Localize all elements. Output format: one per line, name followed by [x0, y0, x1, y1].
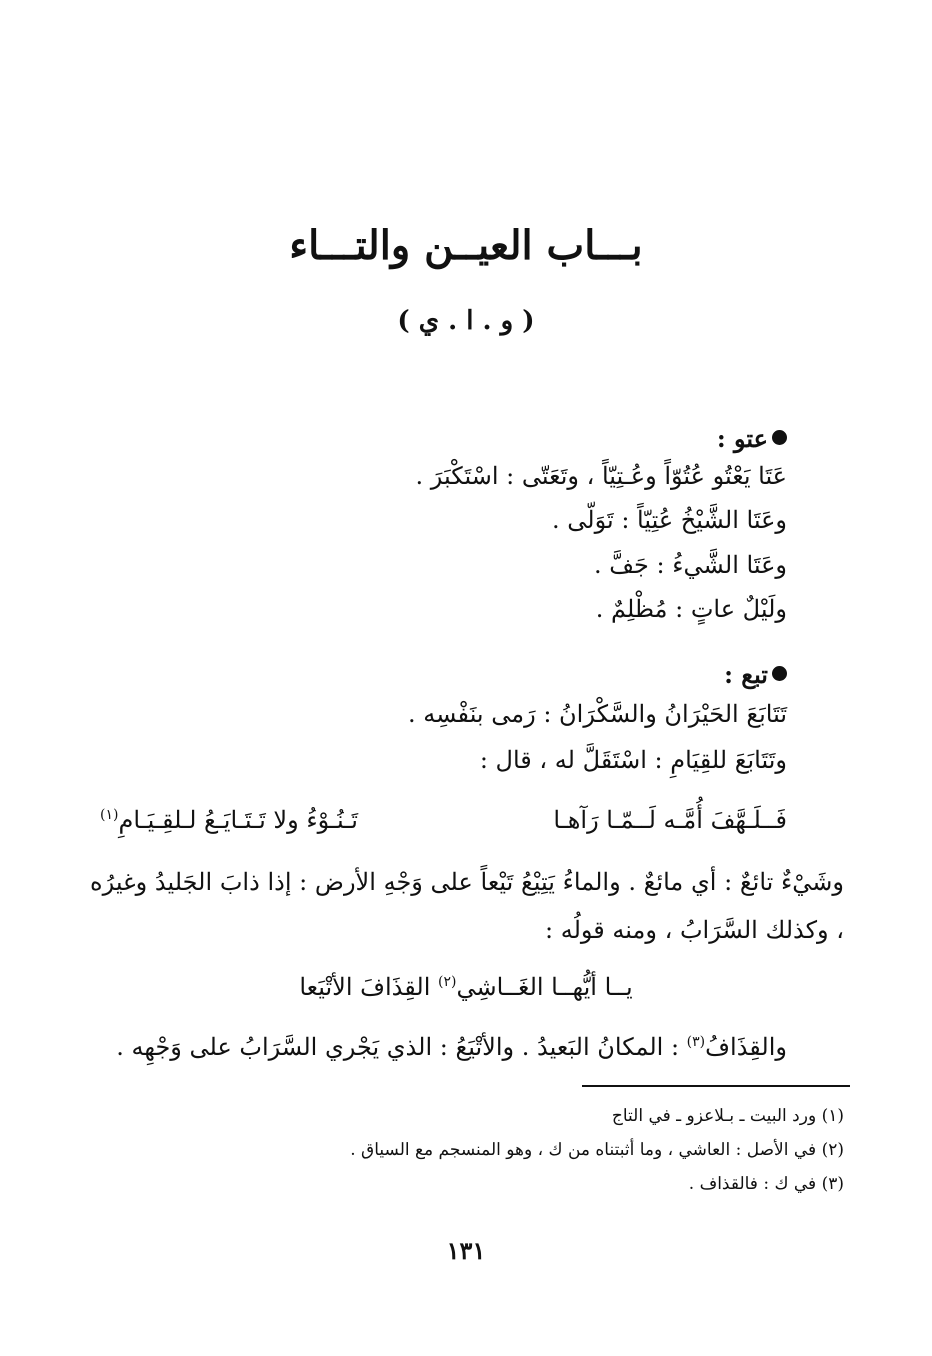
chapter-title: بـــاب العيــن والتـــاء: [289, 222, 643, 269]
entry-line: ولَيْلٌ عاتٍ : مُظْلِمٌ .: [595, 595, 787, 623]
footnote-marker: (٣): [686, 1034, 706, 1050]
closing-line: [116, 1033, 787, 1061]
entry-heading-text: عتو :: [716, 424, 768, 453]
footnote-divider: [582, 1085, 850, 1087]
bullet-icon: [772, 666, 787, 681]
entry-heading-text: تبع :: [724, 660, 768, 689]
footnote-marker: (٢): [438, 974, 457, 990]
verse-before: يــا أيُّهــا الغَــاشِي: [456, 973, 633, 1001]
verse-first-hemistich: فَــلَـهَّفَ أُمَّـه لَــمّـا رَآهـا: [553, 806, 787, 834]
entry-heading: [717, 424, 787, 453]
entry-line: عَتَا يَعْتُو عُتُوّاً وعُـتِيّاً ، وتَعَتّى : اسْتَكْبَرَ .: [415, 462, 787, 490]
chapter-subtitle: ( و . ا . ي ): [397, 306, 535, 336]
verse-after: القِذَافَ الأتْيَعا: [299, 973, 439, 1001]
closing-before: والقِذَافُ: [705, 1033, 787, 1061]
paragraph: وشَيْءٌ تائعٌ : أي مائعٌ . والماءُ يَتِيْعُ تَيْعاً على وَجْهِ الأرض : إذا ذابَ الجَليدُ وغيرُه ، وكذلك السَّرَابُ ، ومنه قولُه :: [90, 868, 844, 944]
verse-second-hemistich: [100, 806, 358, 834]
entry-line: وتَتَابَعَ للقِيَامِ : اسْتَقَلَّ له ، قال :: [479, 746, 787, 774]
entry-heading: [724, 660, 787, 689]
entry-line: وعَتَا الشَّيْخُ عُتِيّاً : تَوَلّى .: [552, 506, 787, 534]
verse-line-centered: [0, 973, 932, 1001]
footnote: (١) ورد البيت ـ بـلاعزو ـ في التاج: [611, 1106, 844, 1126]
entry-line: تَتَابَعَ الحَيْرَانُ والسَّكْرَانُ : رَمى بنَفْسِه .: [408, 700, 787, 728]
bullet-icon: [772, 430, 787, 445]
entry-line: وعَتَا الشَّيءُ : جَفَّ .: [593, 551, 787, 579]
footnote: (٢) في الأصل : العاشي ، وما أثبتناه من ك ، وهو المنسجم مع السياق .: [350, 1140, 844, 1160]
closing-after: : المكانُ البَعيدُ . والأتْيَعُ : الذي يَجْري السَّرَابُ على وَجْهِه .: [116, 1033, 687, 1061]
footnote: (٣) في ك : فالقذاف .: [688, 1174, 844, 1194]
verse-second-text: تَـنُـوْءُ ولا تَـتَـايَـعُ لـلقِـيَـامِ: [118, 806, 358, 834]
page-number: ١٣١: [446, 1236, 486, 1265]
footnote-marker: (١): [100, 807, 119, 823]
